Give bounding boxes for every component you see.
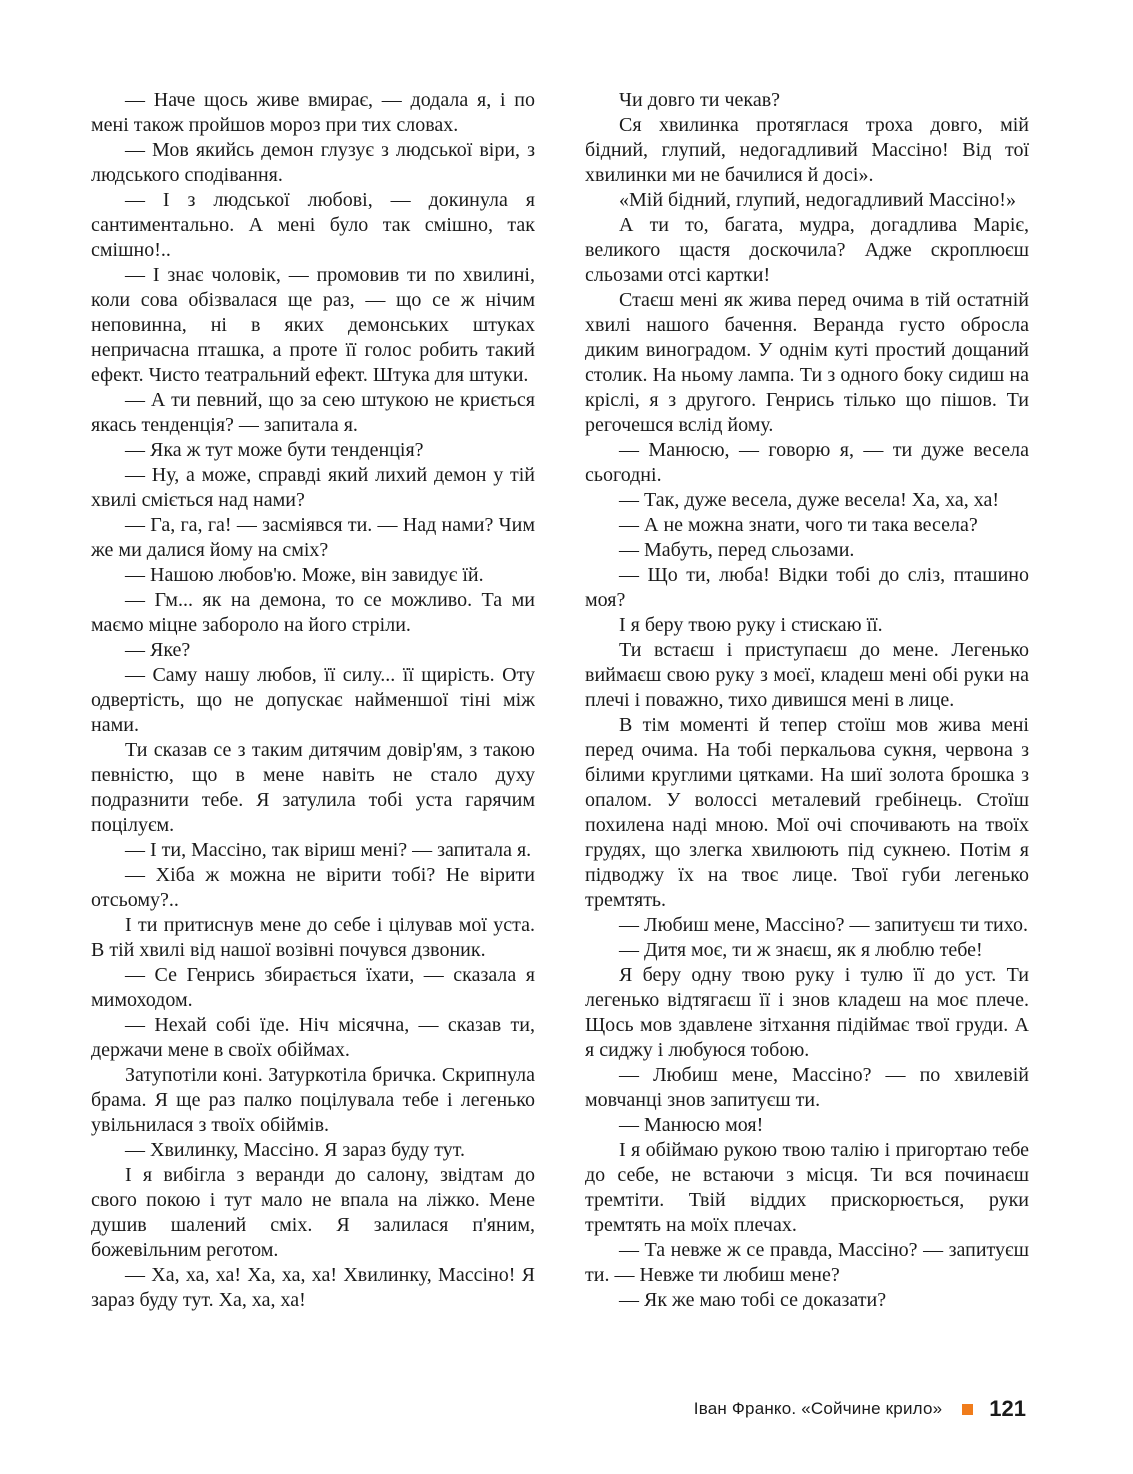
source-title: Іван Франко. «Сойчине крило» — [693, 1399, 943, 1418]
paragraph: — Дитя моє, ти ж знаєш, як я люблю тебе! — [619, 939, 983, 961]
paragraph: — Хвилинку, Массіно. Я зараз буду тут. — [125, 1139, 466, 1161]
paragraph: Ти встаєш і приступаєш до мене. Легенько виймаєш свою руку з моєї, кладеш мені обі руки на плечі і поважно, тихо дивишся мені в лице. — [585, 639, 1029, 711]
paragraph: — Любиш мене, Массіно? — запитуєш ти тихо. — [619, 914, 1028, 936]
paragraph: Чи довго ти чекав? — [619, 89, 781, 111]
paragraph: — Ну, а може, справді який лихий демон у тій хвилі сміється над нами? — [91, 464, 535, 511]
paragraph: — І ти, Массіно, так віриш мені? — запитала я. — [125, 839, 532, 861]
paragraph: Ся хвилинка протяглася троха довго, мій бідний, глупий, недогадливий Массіно! Від тої хвилинки ми не бачилися й досі». — [585, 114, 1029, 186]
paragraph: — Так, дуже весела, дуже весела! Ха, ха, ха! — [619, 489, 999, 511]
paragraph: — Манюсю, — говорю я, — ти дуже весела сьогодні. — [585, 439, 1029, 486]
paragraph: І ти притиснув мене до себе і цілував мої уста. В тій хвилі від нашої возівні почувся дзвоник. — [91, 914, 535, 961]
paragraph: — А ти певний, що за сею штукою не криється якась тенденція? — запитала я. — [91, 389, 535, 436]
paragraph: А ти то, багата, мудра, догадлива Маріє, великого щастя доскочила? Адже скроплюєш сльозами отсі картки! — [585, 214, 1029, 286]
paragraph: — Нехай собі їде. Ніч місячна, — сказав ти, держачи мене в своїх обіймах. — [91, 1014, 535, 1061]
paragraph: Стаєш мені як жива перед очима в тій остатній хвилі нашого бачення. Веранда густо обросла диким виноградом. У однім куті простий дощаний столик. На ньому лампа. Ти з одного боку сидиш на кріслі, я з другого. Генрись тілько що пішов. Ти регочешся вслід йому. — [585, 289, 1029, 436]
paragraph: — Мабуть, перед сльозами. — [619, 539, 855, 561]
paragraph: Я беру одну твою руку і тулю її до уст. Ти легенько відтягаєш її і знов кладеш на моє плече. Щось мов здавлене зітхання підіймає твої груди. А я сиджу і любуюся тобою. — [585, 964, 1029, 1061]
paragraph: Затупотіли коні. Затуркотіла бричка. Скрипнула брама. Я ще раз палко поцілувала тебе і легенько увільнилася з твоїх обіймів. — [91, 1064, 535, 1136]
paragraph: — Як же маю тобі се доказати? — [619, 1289, 887, 1311]
page-number: 121 — [989, 1396, 1026, 1421]
paragraph: — А не можна знати, чого ти така весела? — [619, 514, 978, 536]
paragraph: «Мій бідний, глупий, недогадливий Массіно!» — [619, 189, 1016, 211]
paragraph: Ти сказав се з таким дитячим довір'ям, з такою певністю, що в мене навіть не стало духу подразнити тебе. Я затулила тобі уста гарячим поцілуєм. — [91, 739, 535, 836]
paragraph: І я беру твою руку і стискаю її. — [619, 614, 883, 636]
paragraph: І я обіймаю рукою твою талію і пригортаю тебе до себе, не встаючи з місця. Ти вся починаєш тремтіти. Твій віддих прискорюється, руки тремтять на моїх плечах. — [585, 1139, 1029, 1236]
paragraph: — Гм... як на демона, то се можливо. Та ми маємо міцне забороло на його стріли. — [91, 589, 535, 636]
paragraph: — Манюсю моя! — [619, 1114, 764, 1136]
left-text-column — [91, 88, 535, 1313]
orange-square-marker — [962, 1404, 973, 1415]
right-text-column — [585, 88, 1029, 1313]
paragraph: — І з людської любові, — докинула я сантиментально. А мені було так смішно, так смішно!.. — [91, 189, 535, 261]
paragraph: — Саму нашу любов, її силу... її щирість. Оту одвертість, що не допускає найменшої тіні між нами. — [91, 664, 535, 736]
paragraph: — Яка ж тут може бути тенденція? — [125, 439, 424, 461]
paragraph: — І знає чоловік, — промовив ти по хвилині, коли сова обізвалася ще раз, — що се ж нічим неповинна, ні в яких демонських штуках непричасна пташка, а проте її голос робить такий ефект. Чисто театральний ефект. Штука для штуки. — [91, 264, 535, 386]
paragraph: В тім моменті й тепер стоїш мов жива мені перед очима. На тобі перкальова сукня, червона з білими круглими цятками. На шиї золота брошка з опалом. У волоссі металевий гребінець. Стоїш похилена наді мною. Мої очі спочивають на твоїх грудях, що злегка хвилюють під сукнею. Потім я підводжу їх на твоє лице. Твої губи легенько тремтять. — [585, 714, 1029, 911]
paragraph: — Мов якийсь демон глузує з людської віри, з людського сподівання. — [91, 139, 535, 186]
paragraph: — Любиш мене, Массіно? — по хвилевій мовчанці знов запитуєш ти. — [585, 1064, 1029, 1111]
paragraph: — Яке? — [125, 639, 191, 661]
paragraph: — Хіба ж можна не вірити тобі? Не вірити отсьому?.. — [91, 864, 535, 911]
page-footer — [694, 1396, 1026, 1422]
paragraph: — Що ти, люба! Відки тобі до сліз, пташино моя? — [585, 564, 1029, 611]
paragraph: — Га, га, га! — засміявся ти. — Над нами? Чим же ми далися йому на сміх? — [91, 514, 535, 561]
paragraph: — Нашою любов'ю. Може, він завидує їй. — [125, 564, 484, 586]
paragraph: — Се Генрись збирається їхати, — сказала я мимоходом. — [91, 964, 535, 1011]
paragraph: І я вибігла з веранди до салону, звідтам до свого покою і тут мало не впала на ліжко. Мене душив шалений сміх. Я залилася п'яним, божевільним реготом. — [91, 1164, 535, 1261]
paragraph: — Наче щось живе вмирає, — додала я, і по мені також пройшов мороз при тих словах. — [91, 89, 535, 136]
paragraph: — Та невже ж се правда, Массіно? — запитуєш ти. — Невже ти любиш мене? — [585, 1239, 1029, 1286]
paragraph: — Ха, ха, ха! Ха, ха, ха! Хвилинку, Массіно! Я зараз буду тут. Ха, ха, ха! — [91, 1264, 535, 1311]
